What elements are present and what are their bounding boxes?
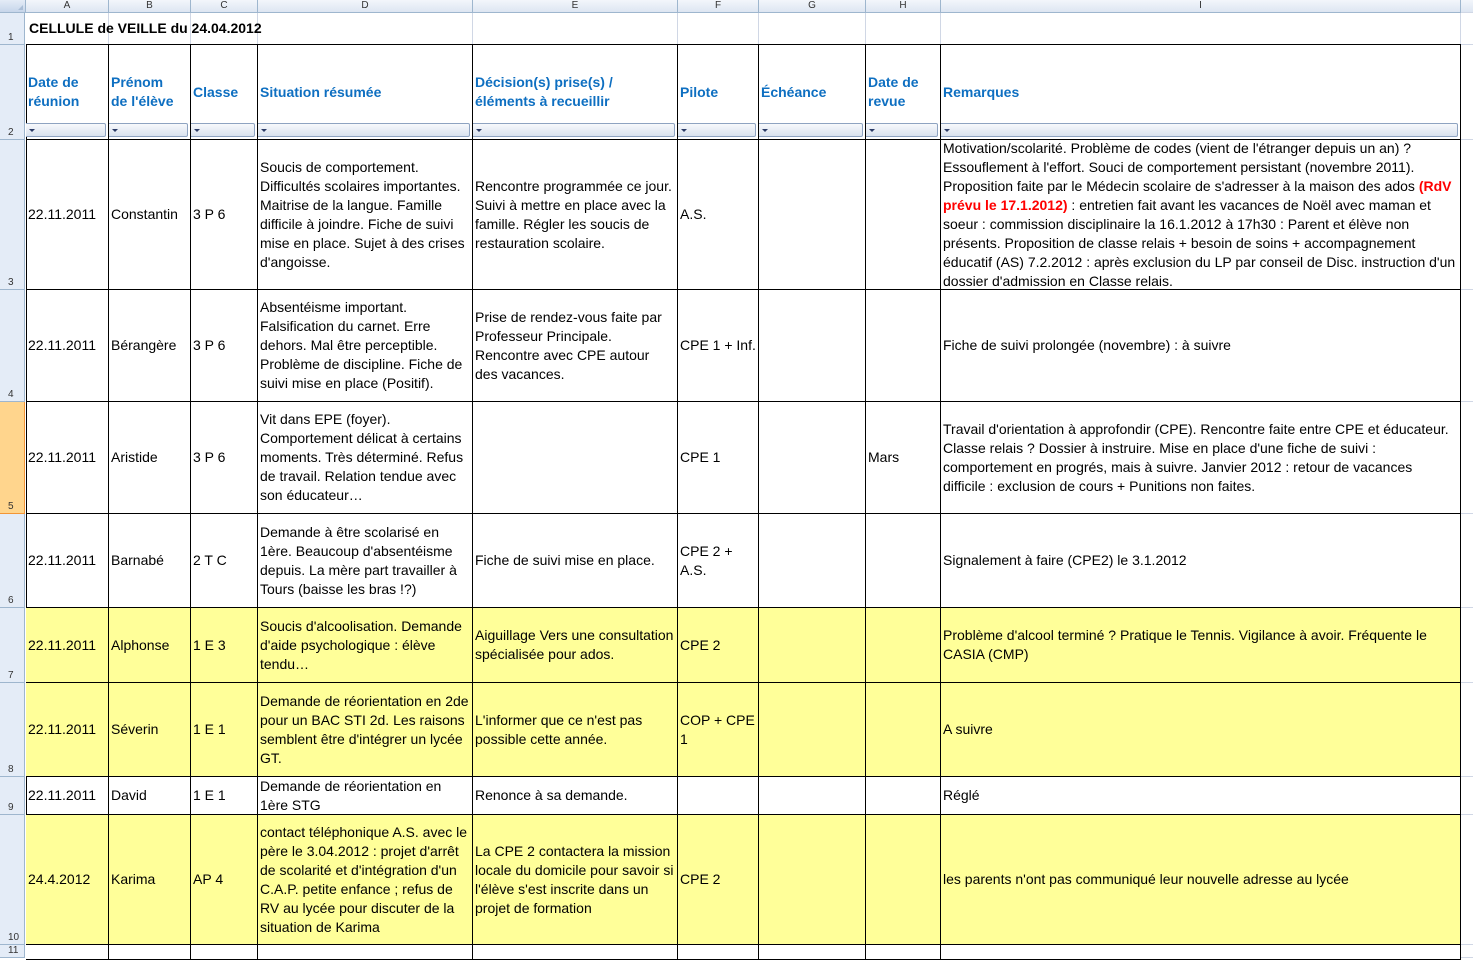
table-cell-date[interactable] [26,140,109,290]
decision-text: Aiguillage Vers une consultation spécialisée pour ados. [475,627,674,662]
table-cell-echeance[interactable] [759,683,866,777]
header-label: Pilote [680,83,719,100]
classe-text: 1 E 3 [193,636,226,653]
table-cell-echeance[interactable] [759,290,866,402]
column-header-d[interactable]: D [258,0,473,12]
table-cell-date[interactable] [26,683,109,777]
header-label: Classe [193,83,239,100]
table-cell-classe[interactable] [191,608,258,683]
table-cell-date[interactable] [26,608,109,683]
table-cell-pilote[interactable] [678,683,759,777]
table-cell-echeance[interactable] [759,514,866,608]
prenom-text: Bérangère [111,337,177,353]
table-cell-date[interactable] [26,815,109,945]
table-cell-decision[interactable] [473,140,678,290]
table-cell-prenom[interactable] [109,608,191,683]
remarques-text [943,140,1458,290]
table-cell-classe[interactable] [191,290,258,402]
gridline [1461,944,1473,945]
row-header-11[interactable] [0,945,25,958]
row-number: 2 [8,127,14,138]
table-cell-echeance[interactable] [759,608,866,683]
table-cell-classe[interactable] [191,683,258,777]
table-cell-pilote[interactable] [678,402,759,514]
gridline [940,13,941,45]
row-number: 7 [8,670,14,681]
situation-text: Vit dans EPE (foyer). Comportement délicat à certains moments. Très déterminé. Refus de travail. Relation tendue avec son éducateur… [260,411,464,503]
gridline [1461,12,1473,13]
row-number: 11 [8,945,19,956]
select-all-button[interactable] [0,0,26,12]
header-label: Date de réunion [28,74,80,109]
prenom-text: Constantin [111,206,178,222]
remarques-text: Signalement à faire (CPE2) le 3.1.2012 [943,552,1187,568]
prenom-text: Alphonse [111,636,170,653]
table-cell-remarques[interactable] [941,402,1461,514]
table-cell-pilote[interactable] [678,608,759,683]
table-cell-classe[interactable] [191,140,258,290]
filter-dropdown-button[interactable] [191,123,255,137]
table-cell-prenom[interactable] [109,402,191,514]
column-header-b[interactable]: B [109,0,191,12]
row-number: 1 [8,32,14,43]
classe-text: 1 E 1 [193,721,226,737]
row-header-5[interactable] [0,402,25,514]
classe-text: 3 P 6 [193,449,226,465]
decision-text: La CPE 2 contactera la mission locale du domicile pour savoir si l'élève s'est inscrite dans un projet de formation [475,842,674,916]
table-cell-pilote[interactable] [678,290,759,402]
pilote-text: CPE 2 [680,636,721,653]
situation-text: Absentéisme important. Falsification du carnet. Erre dehors. Mal être perceptible. Problème de discipline. Fiche de suivi mise en place (Positif). [260,299,463,391]
row-number: 10 [8,932,20,943]
remarques-text-part: Motivation/scolarité. Problème de codes (vient de l'étranger depuis un an) ? Essouflement à l'effort. Souci de comportement persistant (novembre 2011). Proposition faite par le Médecin scolaire de s'adresser à la maison des ados [943,140,1419,194]
header-label: Situation résumée [260,83,382,100]
table-cell-decision[interactable] [473,815,678,945]
header-label: Date de revue [868,74,919,109]
table-cell-classe[interactable] [191,777,258,815]
column-header-extra[interactable] [1461,0,1473,12]
filter-dropdown-button[interactable] [258,123,470,137]
table-cell-classe[interactable] [191,514,258,608]
pilote-text: CPE 1 + Inf. [680,337,756,353]
situation-text: Demande à être scolarisé en 1ère. Beaucoup d'absentéisme depuis. La mère part travailler à Tours (baisse les bras !?) [260,523,457,597]
header-label: Échéance [761,83,827,100]
table-cell-pilote[interactable] [678,777,759,815]
situation-text: Soucis d'alcoolisation. Demande d'aide psychologique : élève tendu… [260,617,462,672]
row-header-9[interactable] [0,777,25,815]
header-label: Remarques [943,83,1020,100]
table-cell-remarques[interactable] [941,683,1461,777]
table-cell-situation[interactable] [258,140,473,290]
prenom-text: Aristide [111,449,158,465]
table-cell-echeance[interactable] [759,402,866,514]
table-cell-remarques[interactable] [941,140,1461,290]
table-cell-prenom[interactable] [109,683,191,777]
table-cell-situation[interactable] [258,815,473,945]
table-cell-situation[interactable] [258,777,473,815]
decision-text: Fiche de suivi mise en place. [475,552,655,568]
decision-text: L'informer que ce n'est pas possible cette année. [475,711,643,747]
header-cell-a[interactable] [26,45,109,140]
column-header-i[interactable]: I [941,0,1461,12]
gridline [1461,289,1473,290]
row-number: 6 [8,595,14,606]
gridline [1461,513,1473,514]
column-header-g[interactable]: G [759,0,866,12]
header-label: Prénom de l'élève [111,74,174,109]
table-cell-revue[interactable] [866,514,941,608]
row-number: 8 [8,764,14,775]
classe-text: AP 4 [193,871,224,887]
gridline [1461,814,1473,815]
table-cell-echeance[interactable] [759,777,866,815]
header-cell-d[interactable] [258,45,473,140]
prenom-text: David [111,787,147,803]
table-cell-pilote[interactable] [678,815,759,945]
remarques-text: Réglé [943,787,980,803]
filter-dropdown-button[interactable] [678,123,756,137]
classe-text: 3 P 6 [193,206,226,222]
decision-text: Renonce à sa demande. [475,787,628,803]
date-text: 22.11.2011 [28,206,96,222]
table-cell-date[interactable] [26,290,109,402]
table-cell-remarques[interactable] [941,815,1461,945]
header-label: Décision(s) prise(s) / éléments à recueillir [475,74,613,109]
date-text: 22.11.2011 [28,449,96,465]
header-cell-g[interactable] [759,45,866,140]
header-cell-e[interactable] [473,45,678,140]
table-cell-remarques[interactable] [941,777,1461,815]
table-cell-decision[interactable] [473,777,678,815]
row-header-2[interactable] [0,45,25,140]
pilote-text: CPE 2 + A.S. [680,542,733,578]
sheet-title: CELLULE de VEILLE du 24.04.2012 [29,20,262,36]
table-cell-pilote[interactable] [678,140,759,290]
gridline [1461,401,1473,402]
pilote-text: A.S. [680,206,707,222]
table-cell-remarques[interactable] [941,608,1461,683]
gridline [1460,13,1461,45]
classe-text: 2 T C [193,552,227,568]
table-cell-remarques[interactable] [941,290,1461,402]
row-header-4[interactable] [0,290,25,402]
gridline [1461,682,1473,683]
row-header-10[interactable] [0,815,25,945]
gridline [1461,607,1473,608]
column-header-c[interactable]: C [191,0,258,12]
remarques-text-part: : entretien fait avant les vacances de Noël avec maman et soeur : commission disciplinaire la 16.1.2012 à 17h30 : Parent et élève non présents. Proposition de classe relais + besoin de soins + accompagnement éducatif (AS) 7.2.2012 : après exclusion du LP par conseil de Disc. instruction d'un dossier d'admission en Classe relais. [943,196,1456,289]
column-header-e[interactable]: E [473,0,678,12]
row-header-6[interactable] [0,514,25,608]
situation-text: contact téléphonique A.S. avec le père le 3.04.2012 : projet d'arrêt de scolarité et d'intégration d'un C.A.P. petite enfance ; refus de RV au lycée pour discuter de la situation de Karima [260,823,468,935]
table-cell-date[interactable] [26,777,109,815]
date-text: 22.11.2011 [28,636,96,653]
pilote-text: CPE 2 [680,871,721,887]
table-cell-decision[interactable] [473,683,678,777]
header-cell-h[interactable] [866,45,941,140]
filter-dropdown-button[interactable] [866,123,938,137]
table-cell-date[interactable] [26,514,109,608]
table-cell-situation[interactable] [258,608,473,683]
table-cell-prenom[interactable] [109,140,191,290]
table-cell-prenom[interactable] [109,290,191,402]
gridline [472,13,473,45]
table-cell-situation[interactable] [258,290,473,402]
row-header-3[interactable] [0,140,25,290]
filter-dropdown-button[interactable] [941,123,1458,137]
row-number: 3 [8,277,14,288]
row-number: 5 [8,501,14,512]
table-cell-revue[interactable] [866,777,941,815]
column-header-h[interactable]: H [866,0,941,12]
classe-text: 1 E 1 [193,787,226,803]
table-cell-revue[interactable] [866,815,941,945]
table-cell-situation[interactable] [258,683,473,777]
remarques-text: Travail d'orientation à approfondir (CPE). Rencontre faite entre CPE et éducateur. Classe relais ? Dossier à instruire. Mise en place d'une fiche de suivi : comportement en progrés, mais à suivre. Janvier 2012 : retour de vacances difficile : exclusion de cours + Punitions non faites. [943,420,1449,494]
table-cell-decision[interactable] [473,402,678,514]
table-cell-decision[interactable] [473,514,678,608]
date-text: 22.11.2011 [28,337,96,353]
header-cell-c[interactable] [191,45,258,140]
table-cell-prenom[interactable] [109,777,191,815]
column-header-f[interactable]: F [678,0,759,12]
row-number: 4 [8,389,14,400]
filter-dropdown-button[interactable] [473,123,675,137]
date-text: 24.4.2012 [28,871,91,887]
remarques-text: les parents n'ont pas communiqué leur nouvelle adresse au lycée [943,871,1349,887]
table-cell-decision[interactable] [473,608,678,683]
table-cell-revue[interactable] [866,608,941,683]
table-cell-revue[interactable] [866,683,941,777]
decision-text: Rencontre programmée ce jour. Suivi à mettre en place avec la famille. Régler les soucis de restauration scolaire. [475,177,672,251]
gridline [677,13,678,45]
remarques-text: A suivre [943,721,993,737]
decision-text: Prise de rendez-vous faite par Professeur Principale. Rencontre avec CPE autour des vacances. [475,308,662,382]
pilote-text: CPE 1 [680,449,721,465]
gridline [758,13,759,45]
prenom-text: Karima [111,871,156,887]
gridline [1461,776,1473,777]
header-cell-i[interactable] [941,45,1461,140]
table-cell-classe[interactable] [191,402,258,514]
date-text: 22.11.2011 [28,552,96,568]
gridline [865,13,866,45]
table-cell-pilote[interactable] [678,514,759,608]
row-header-8[interactable] [0,683,25,777]
table-cell-revue[interactable] [866,402,941,514]
table-cell-echeance[interactable] [759,815,866,945]
table-cell-revue[interactable] [866,140,941,290]
filter-dropdown-button[interactable] [26,123,106,137]
table-cell-situation[interactable] [258,514,473,608]
prenom-text: Barnabé [111,552,164,568]
table-cell-prenom[interactable] [109,815,191,945]
revue-text: Mars [868,449,900,465]
table-cell-date[interactable] [26,402,109,514]
table-cell-echeance[interactable] [759,140,866,290]
header-cell-f[interactable] [678,45,759,140]
filter-dropdown-button[interactable] [109,123,188,137]
column-header-a[interactable]: A [26,0,109,12]
gridline [1461,44,1473,45]
table-cell-decision[interactable] [473,290,678,402]
table-cell-situation[interactable] [258,402,473,514]
header-cell-b[interactable] [109,45,191,140]
table-cell-classe[interactable] [191,815,258,945]
situation-text: Demande de réorientation en 2de pour un BAC STI 2d. Les raisons semblent être d'intégrer un lycée GT. [260,692,469,766]
row-number: 9 [8,802,14,813]
table-cell-prenom[interactable] [109,514,191,608]
classe-text: 3 P 6 [193,337,226,353]
table-cell-remarques[interactable] [941,514,1461,608]
table-cell-revue[interactable] [866,290,941,402]
situation-text: Soucis de comportement. Difficultés scolaires importantes. Maitrise de la langue. Famille difficile à joindre. Fiche de suivi mise en place. Sujet à des crises d'angoisse. [260,158,465,270]
prenom-text: Séverin [111,721,159,737]
date-text: 22.11.2011 [28,787,96,803]
alert-text: (RdV prévu le 17.1.2012) [943,177,1452,213]
pilote-text: COP + CPE 1 [680,711,755,747]
row-header-1[interactable] [0,13,25,45]
filter-dropdown-button[interactable] [759,123,863,137]
remarques-text: Problème d'alcool terminé ? Pratique le Tennis. Vigilance à avoir. Fréquente le CASIA (CMP) [943,627,1427,662]
date-text: 22.11.2011 [28,721,96,737]
gridline [1461,139,1473,140]
remarques-text: Fiche de suivi prolongée (novembre) : à suivre [943,337,1231,353]
situation-text: Demande de réorientation en 1ère STG [260,777,442,813]
row-header-7[interactable] [0,608,25,683]
